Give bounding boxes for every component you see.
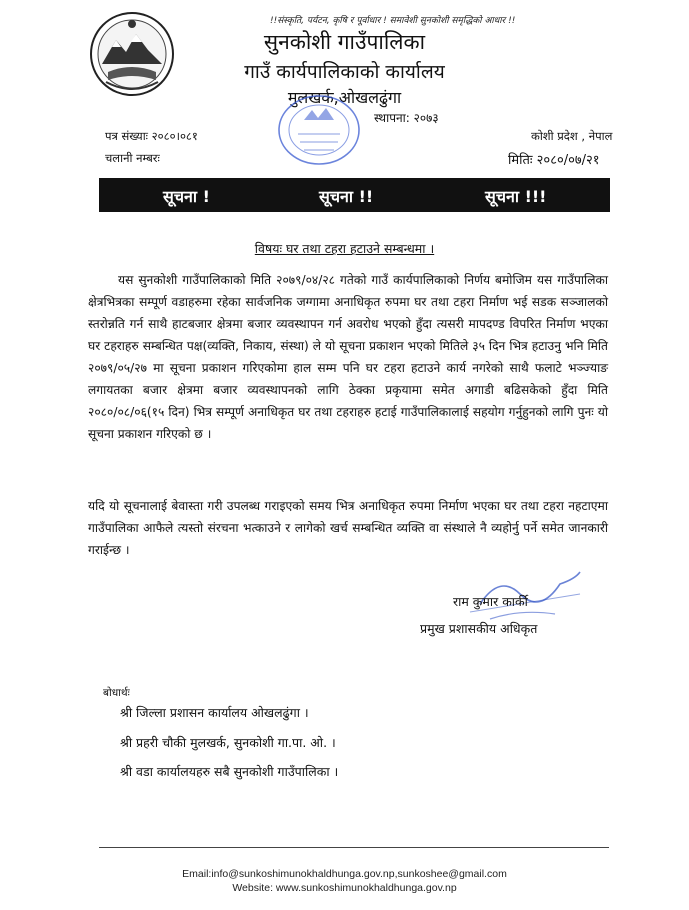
cc-item: श्री प्रहरी चौकी मुलखर्क, सुनकोशी गा.पा. ओ. । xyxy=(120,735,336,750)
notice-label-2: सूचना !! xyxy=(319,187,374,206)
footer-website: Website: www.sunkoshimunokhaldhunga.gov.np xyxy=(232,882,457,894)
notice-label-1: सूचना ! xyxy=(163,187,210,206)
signatory-title: प्रमुख प्रशासकीय अधिकृत xyxy=(420,621,538,636)
letter-number: पत्र संख्याः २०८०।०८१ xyxy=(105,129,198,143)
office-address: मुलखर्क,ओखलढुंगा xyxy=(287,88,402,107)
letter-subject: विषयः घर तथा टहरा हटाउने सम्बन्धमा । xyxy=(254,241,435,256)
dispatch-number: चलानी नम्बरः xyxy=(105,151,160,165)
body-paragraph-2: यदि यो सूचनालाई बेवास्ता गरी उपलब्ध गराइएको समय भित्र अनाधिकृत रुपमा निर्माण भएका घर तथा टहरा नहटाएमा गाउँपालिका आफैले त्यस्तो संरचना भत्काउने र लागेको खर्च सम्बन्धित व्यक्ति वा संस्थाले नै व्यहोर्नु पर्ने समेत जानकारी गराईन्छ । xyxy=(88,499,608,557)
notice-label-3: सूचना !!! xyxy=(485,187,547,206)
province-label: कोशी प्रदेश , नेपाल xyxy=(531,129,613,143)
letter-date: मितिः २०८०/०७/२१ xyxy=(508,153,600,168)
footer-divider xyxy=(99,847,609,848)
established-year: स्थापना: २०७३ xyxy=(374,111,439,125)
cc-heading: बोधार्थः xyxy=(103,687,130,699)
office-seal-stamp-icon xyxy=(274,90,364,170)
cc-item: श्री जिल्ला प्रशासन कार्यालय ओखलढुंगा । xyxy=(120,705,309,720)
cc-item: श्री वडा कार्यालयहरु सबै सुनकोशी गाउँपालिका । xyxy=(120,764,339,779)
body-paragraph-1: यस सुनकोशी गाउँपालिकाको मिति २०७९/०४/२८ गतेको गाउँ कार्यपालिकाको निर्णय बमोजिम यस गाउँपालिका क्षेत्रभित्रका सम्पूर्ण वडाहरुमा रहेका सार्वजनिक जग्गामा अनाधिकृत रुपमा घर तथा टहरा निर्माण भई सडक सञ्जालको स्तरोन्नति गर्न साथै हाटबजार क्षेत्रमा बजार व्यवस्थापन गर्न अवरोध भएको हुँदा त्यसरी मापदण्ड विपरित निर्माण भएका घर टहराहरु सम्बन्धित पक्ष(व्यक्ति, निकाय, संस्था) ले यो सूचना प्रकाशन भएको मितिले ३५ दिन भित्र हटाउनु भनि मिति २०७९/०५/२७ मा सूचना प्रकाशन गरिएकोमा हाल सम्म पनि घर टहरा हटाउने कार्य नगरेको साथै फलाटे भञ्ज्याङ लगायतका बजार क्षेत्रमा बजार व्यवस्थापनको लागि ठेक्का प्रकृयामा समेत अगाडी बढिसकेको हुँदा मिति २०८०/०८/०६(१५ दिन) भित्र सम्पूर्ण अनाधिकृत घर तथा टहराहरु हटाई गाउँपालिकालाई सहयोग गर्नुहुनको लागि पुनः यो सूचना प्रकाशन गरिएको छ । xyxy=(88,273,608,441)
signatory-name: राम कुमार कार्की xyxy=(453,594,528,609)
header-motto: !!संस्कृति, पर्यटन, कृषि र पूर्वाधार ! समावेशी सुनकोशी समृद्धिको आधार !! xyxy=(270,16,516,26)
office-name: गाउँ कार्यपालिकाको कार्यालय xyxy=(244,61,445,83)
notice-banner xyxy=(99,178,610,212)
municipality-name: सुनकोशी गाउँपालिका xyxy=(263,30,426,54)
footer-email: Email:info@sunkoshimunokhaldhunga.gov.np,sunkoshee@gmail.com xyxy=(182,868,507,880)
